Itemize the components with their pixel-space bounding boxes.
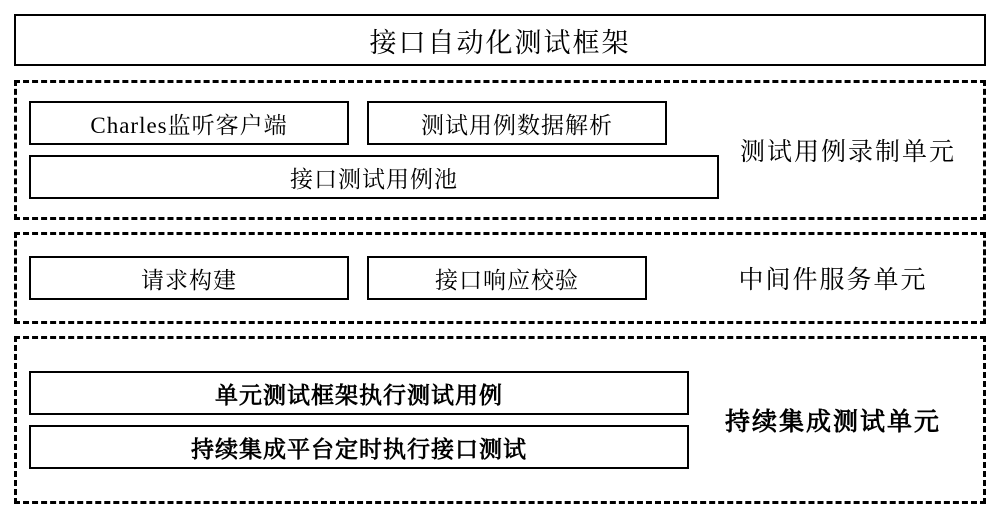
- group-middleware-label: 中间件服务单元: [738, 267, 928, 294]
- group-middleware-row-1: [29, 256, 689, 300]
- group-recording-label: 测试用例录制单元: [739, 139, 956, 166]
- box-test-case-data-parsing: 测试用例数据解析: [367, 101, 667, 145]
- group-middleware-content: [29, 256, 689, 300]
- group-recording-content: [29, 101, 719, 199]
- box-interface-response-verification: 接口响应校验: [367, 256, 647, 300]
- group-recording-row-1: [29, 101, 719, 145]
- group-test-case-recording-unit: [14, 80, 986, 220]
- box-charles-client: Charles监听客户端: [29, 101, 349, 145]
- group-continuous-integration-unit: [14, 336, 986, 504]
- group-middleware-service-unit: [14, 232, 986, 324]
- box-unit-test-framework-execution: 单元测试框架执行测试用例: [29, 371, 689, 415]
- group-ci-content: [29, 371, 689, 469]
- group-recording-row-2: [29, 155, 719, 199]
- group-ci-row-1: [29, 371, 689, 415]
- box-request-construction: 请求构建: [29, 256, 349, 300]
- group-ci-row-2: [29, 425, 689, 469]
- box-interface-test-case-pool: 接口测试用例池: [29, 155, 719, 199]
- box-ci-platform-scheduled-test: 持续集成平台定时执行接口测试: [29, 425, 689, 469]
- group-ci-label: 持续集成测试单元: [724, 409, 941, 436]
- framework-title-box: [14, 14, 986, 66]
- page-title: 接口自动化测试框架: [369, 27, 631, 58]
